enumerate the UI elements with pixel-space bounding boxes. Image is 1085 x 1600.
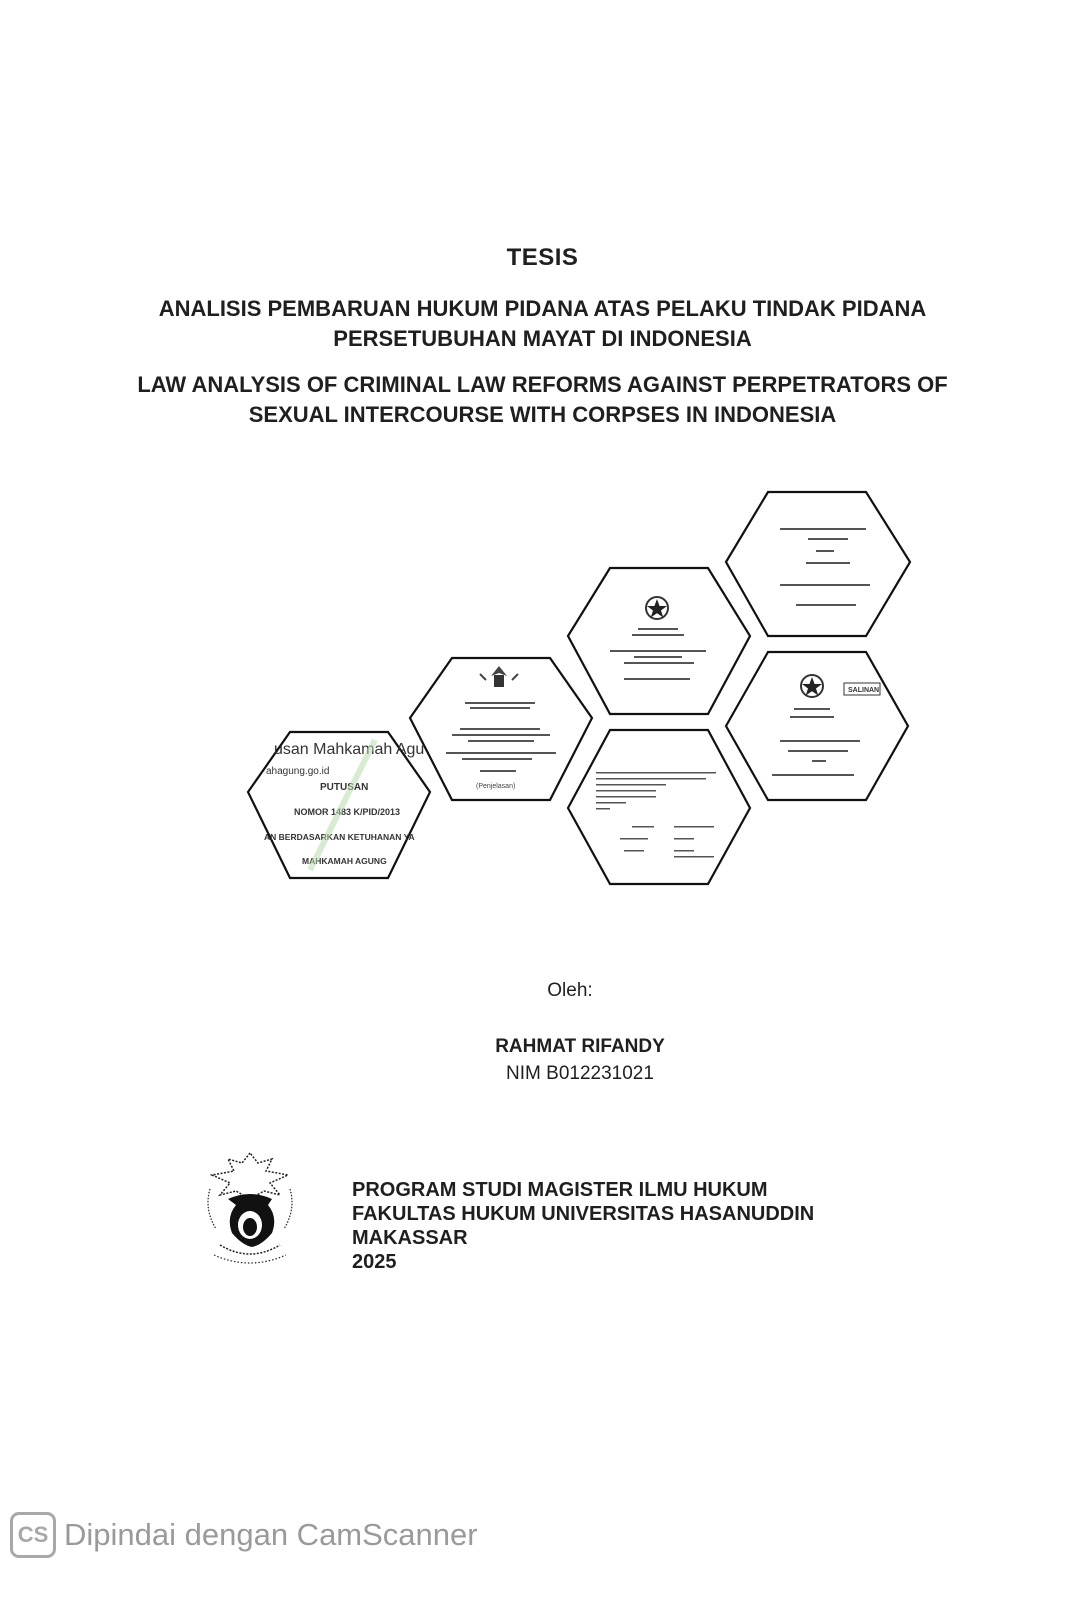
camscanner-text: Dipindai dengan CamScanner [64, 1517, 478, 1552]
court-ruling-number: NOMOR 1483 K/PID/2013 [294, 807, 401, 817]
court-ruling-header: usan Mahkamah Agu [274, 741, 425, 758]
camscanner-watermark [10, 1510, 478, 1560]
by-label: Oleh: [547, 980, 593, 1001]
hexagon-document-collage [240, 490, 930, 900]
university-emblem-icon [200, 1145, 300, 1270]
hex-official-letter [726, 492, 910, 636]
hex-government-decree [726, 652, 908, 800]
title-indonesian [0, 294, 1085, 354]
title-indonesian-line-1: ANALISIS PEMBARUAN HUKUM PIDANA ATAS PELAKU TINDAK PIDANA [158, 296, 927, 321]
title-english-line-2: SEXUAL INTERCOURSE WITH CORPSES IN INDONESIA [248, 402, 837, 427]
court-ruling-site: ahagung.go.id [266, 766, 330, 777]
hex-regulation [568, 568, 750, 714]
city: MAKASSAR [352, 1227, 468, 1249]
title-indonesian-line-2: PERSETUBUHAN MAYAT DI INDONESIA [333, 326, 752, 351]
faculty-name: FAKULTAS HUKUM UNIVERSITAS HASANUDDIN [352, 1203, 815, 1225]
program-name: PROGRAM STUDI MAGISTER ILMU HUKUM [352, 1179, 768, 1201]
camscanner-logo-icon: CS [10, 1512, 56, 1558]
author-nim: NIM B012231021 [506, 1063, 654, 1084]
document-type-heading: TESIS [506, 244, 579, 271]
court-ruling-line: AN BERDASARKAN KETUHANAN YA [264, 832, 415, 842]
institution-block [352, 1178, 814, 1274]
hex-form-page [568, 730, 750, 884]
hex-court-ruling [248, 732, 430, 878]
author-name: RAHMAT RIFANDY [495, 1036, 665, 1057]
title-english-line-1: LAW ANALYSIS OF CRIMINAL LAW REFORMS AGAINST PERPETRATORS OF [137, 372, 948, 397]
court-ruling-court: MAHKAMAH AGUNG [302, 856, 387, 866]
hex-criminal-code [410, 658, 592, 800]
year: 2025 [352, 1251, 397, 1273]
criminal-code-preamble: (Penjelasan) [476, 783, 516, 790]
stamp-label: SALINAN [848, 687, 880, 694]
court-ruling-heading: PUTUSAN [320, 782, 369, 793]
title-english [0, 370, 1085, 430]
